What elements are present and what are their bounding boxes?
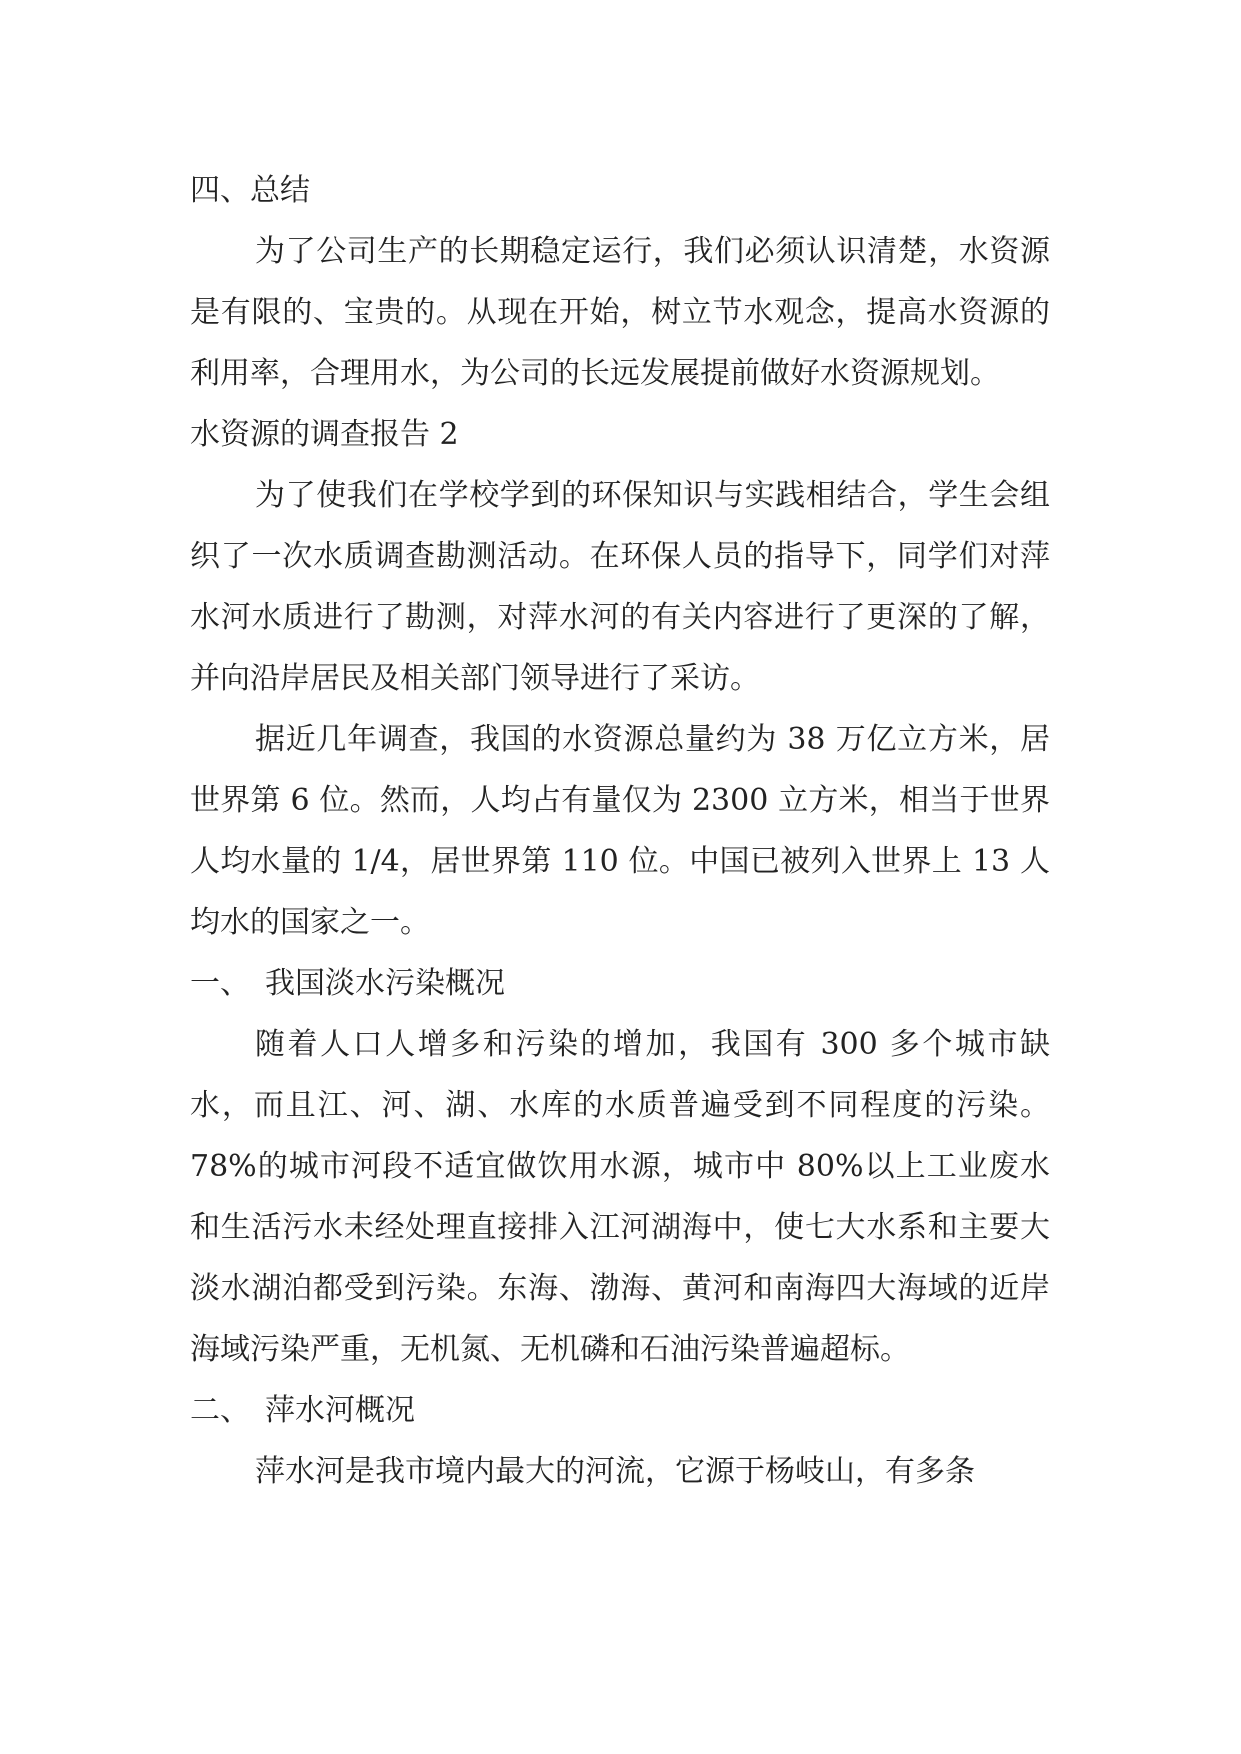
paragraph-summary: 为了公司生产的长期稳定运行，我们必须认识清楚，水资源是有限的、宝贵的。从现在开始，树立节水观念，提高水资源的利用率，合理用水，为公司的长远发展提前做好水资源规划。	[190, 234, 1050, 391]
section-heading-summary: 四、总结	[190, 173, 310, 208]
paragraph-pollution: 随着人口人增多和污染的增加，我国有 300 多个城市缺水，而且江、河、湖、水库的水质普遍受到不同程度的污染。78%的城市河段不适宜做饮用水源，城市中 80%以上工业废水和生活污水未经处理直接排入江河湖海中，使七大水系和主要大淡水湖泊都受到污染。东海、渤海、黄河和南海四大海域的近岸海域污染严重，无机氮、无机磷和石油污染普遍超标。	[190, 1027, 1050, 1367]
document-body	[190, 160, 1050, 1502]
paragraph-river: 萍水河是我市境内最大的河流，它源于杨岐山，有多条	[255, 1454, 975, 1489]
section-heading-river: 二、 萍水河概况	[190, 1393, 415, 1428]
paragraph-statistics: 据近几年调查，我国的水资源总量约为 38 万亿立方米，居世界第 6 位。然而，人均占有量仅为 2300 立方米，相当于世界人均水量的 1/4，居世界第 110 位。中国已被列入世界上 13 人均水的国家之一。	[190, 722, 1050, 940]
report-title: 水资源的调查报告 2	[190, 417, 459, 452]
paragraph-intro: 为了使我们在学校学到的环保知识与实践相结合，学生会组织了一次水质调查勘测活动。在环保人员的指导下，同学们对萍水河水质进行了勘测，对萍水河的有关内容进行了更深的了解，并向沿岸居民及相关部门领导进行了采访。	[190, 478, 1050, 696]
section-heading-pollution: 一、 我国淡水污染概况	[190, 966, 505, 1001]
